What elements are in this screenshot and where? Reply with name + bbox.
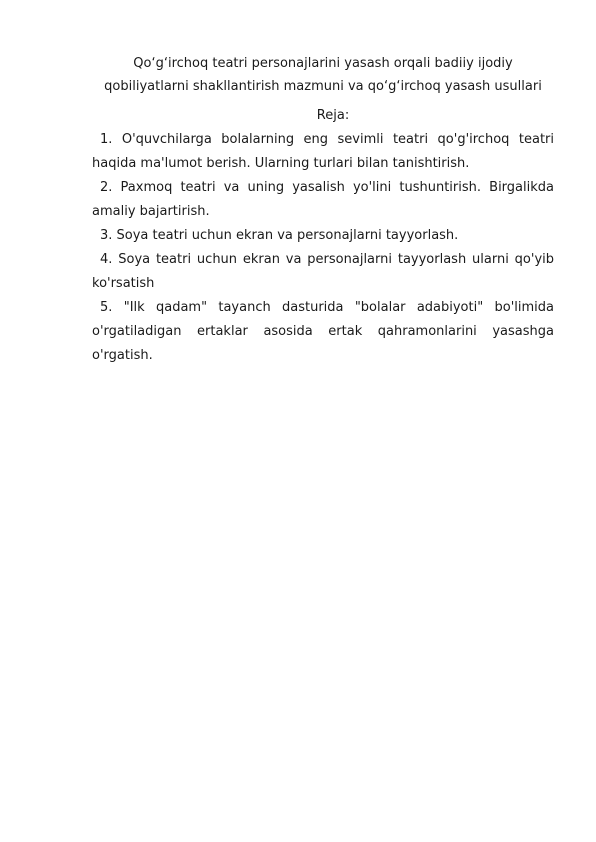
document-page <box>92 52 554 368</box>
plan-item-4: 4. Soya teatri uchun ekran va personajlarni tayyorlash ularni qo'yib ko'rsatish <box>92 252 554 291</box>
plan-list <box>92 128 554 368</box>
plan-item-1: 1. O'quvchilarga bolalarning eng sevimli teatri qo'g'irchoq teatri haqida ma'lumot berish. Ularning turlari bilan tanishtirish. <box>92 132 554 171</box>
document-title: Qo‘g‘irchoq teatri personajlarini yasash orqali badiiy ijodiy qobiliyatlarni shakllantirish mazmuni va qo‘g‘irchoq yasash usullari <box>104 56 542 94</box>
plan-item-5: 5. "Ilk qadam" tayanch dasturida "bolalar adabiyoti" bo'limida o'rgatiladigan ertaklar asosida ertak qahramonlarini yasashga o'rgatish. <box>92 300 554 363</box>
plan-item-3: 3. Soya teatri uchun ekran va personajlarni tayyorlash. <box>100 228 459 243</box>
plan-heading: Reja: <box>316 108 350 123</box>
plan-item-2: 2. Paxmoq teatri va uning yasalish yo'lini tushuntirish. Birgalikda amaliy bajartirish. <box>92 180 554 219</box>
